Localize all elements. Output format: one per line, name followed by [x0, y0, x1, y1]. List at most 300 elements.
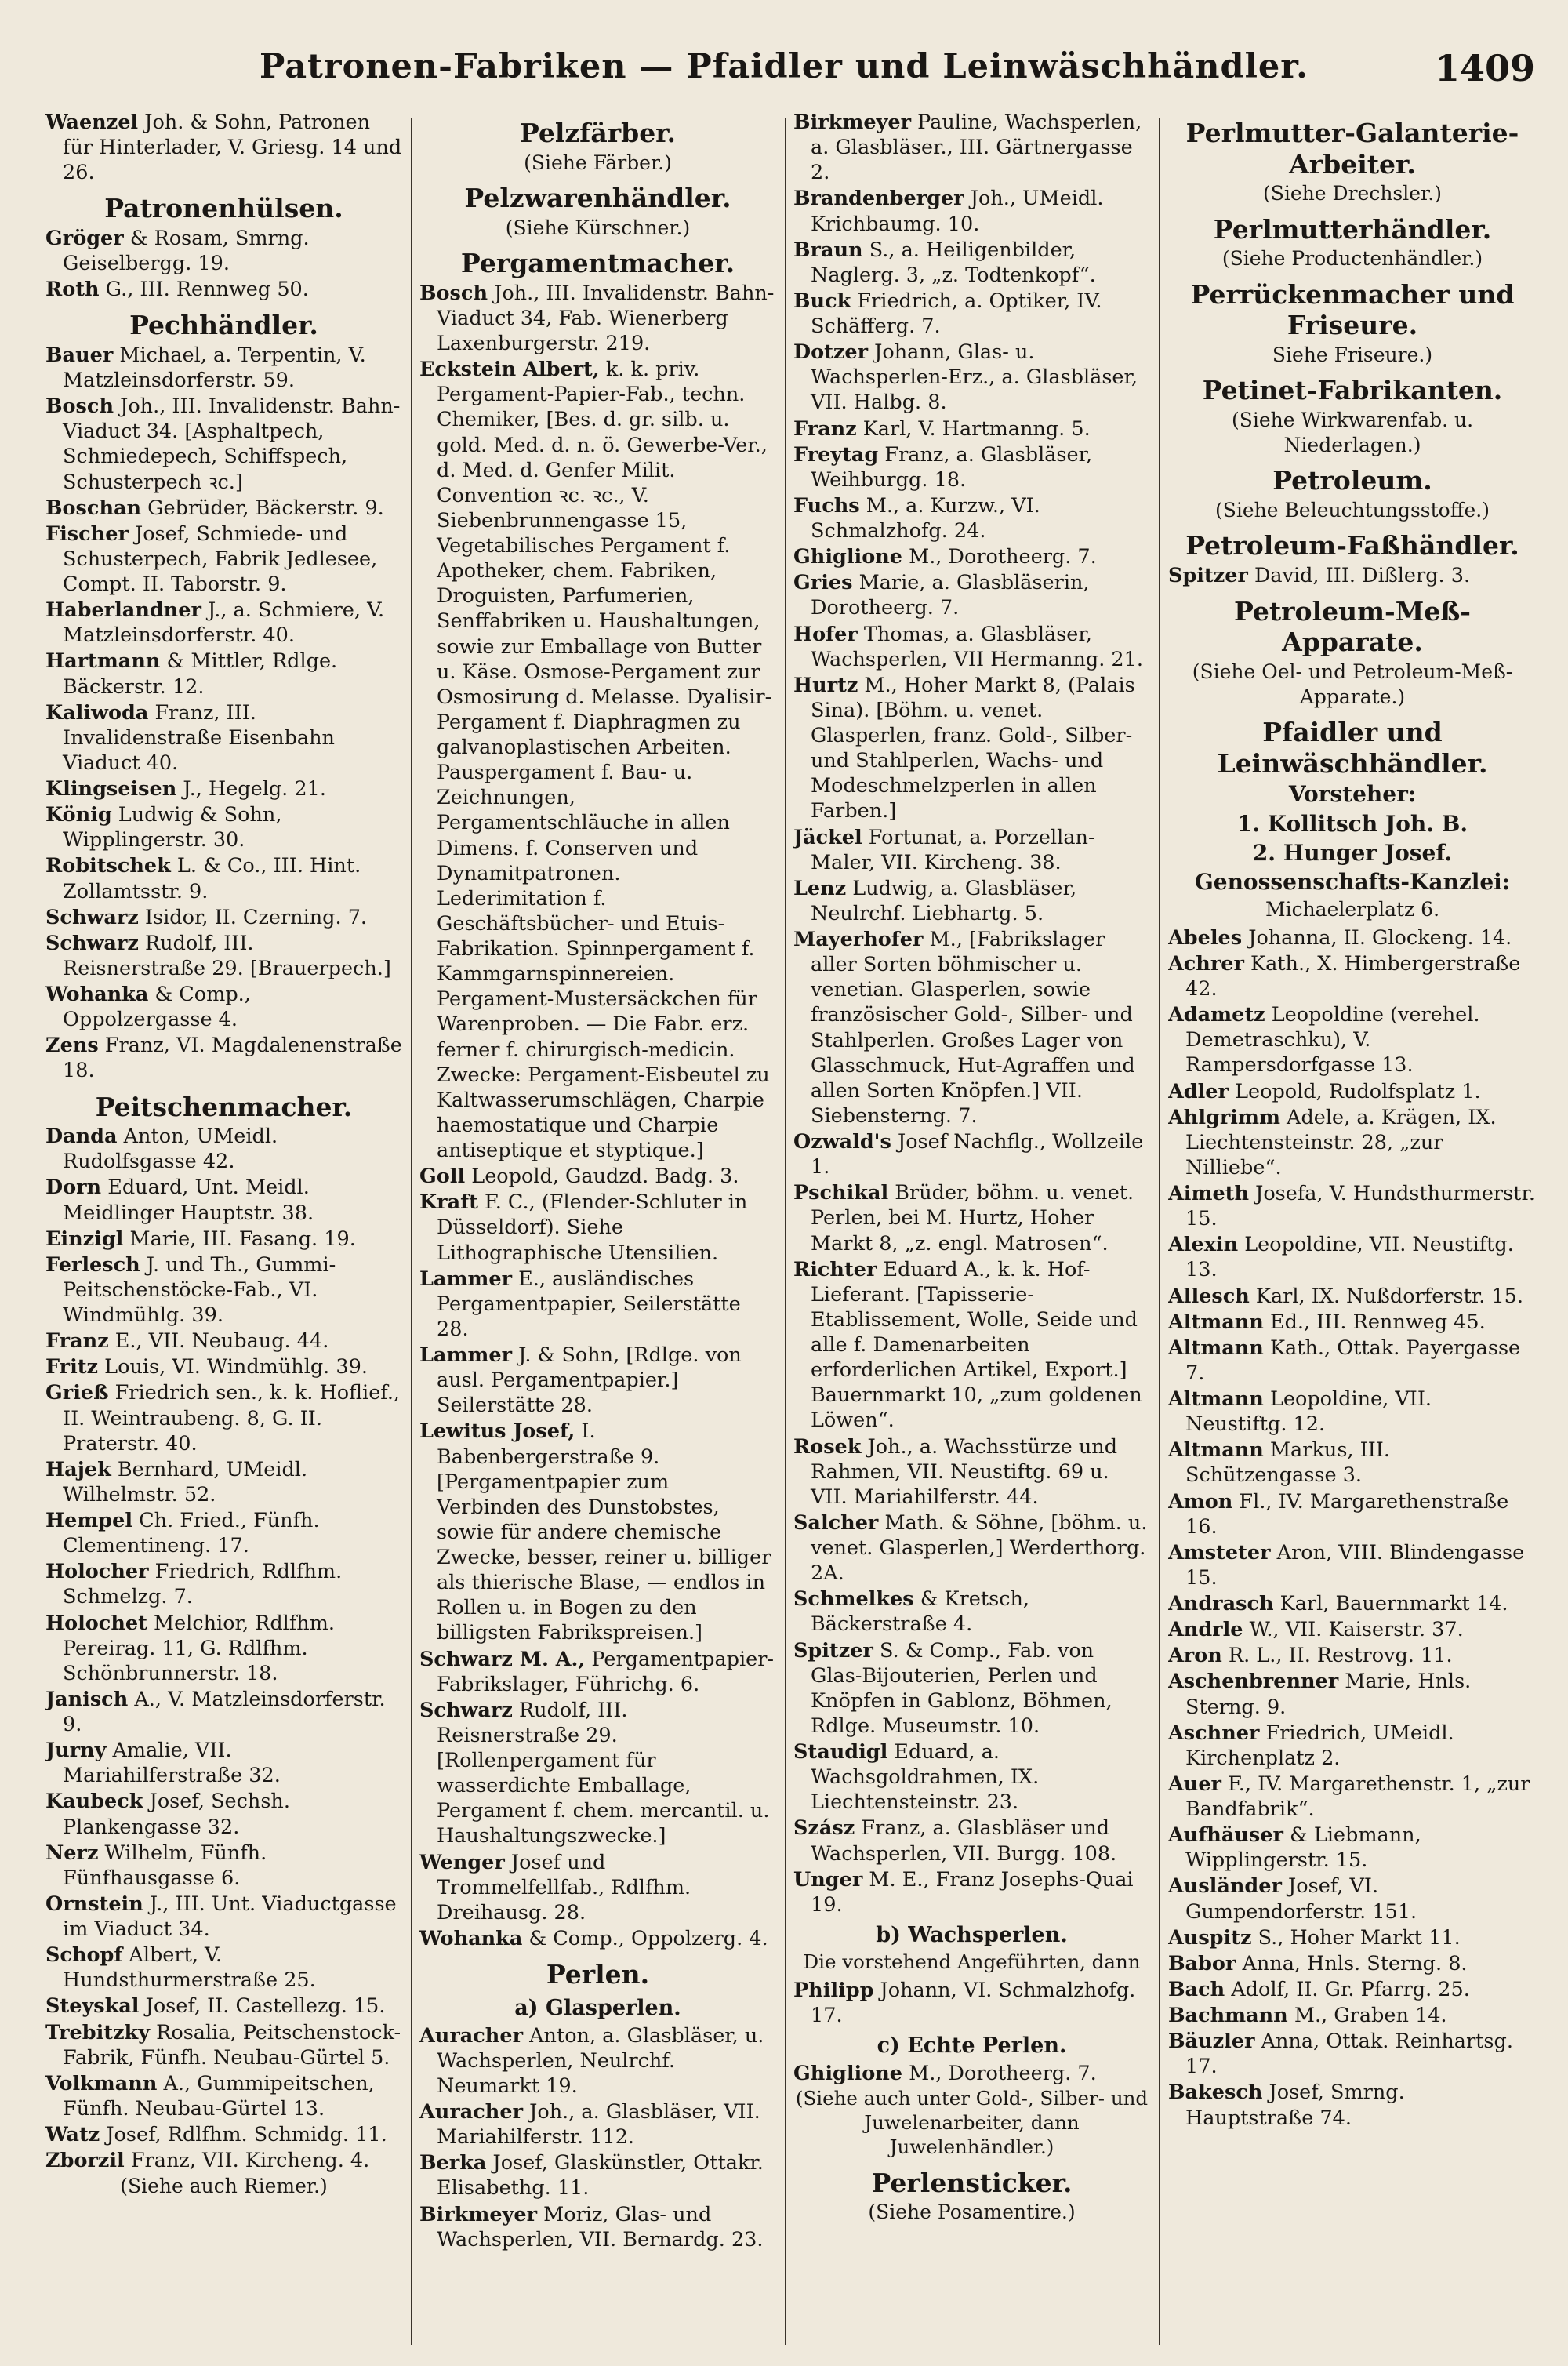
- entry-details: E., VII. Neubaug. 44.: [108, 1329, 329, 1354]
- entry-details: Anton, a. Glasbläser, u. Wachsperlen, Neulrchf. Neumarkt 19.: [437, 2023, 764, 2098]
- directory-entry: [1168, 1105, 1537, 1180]
- cross-reference: (Siehe Oel- und Petroleum-Meß-Apparate.): [1192, 660, 1513, 708]
- entry-details: Louis, VI. Windmühlg. 39.: [98, 1355, 368, 1379]
- section-heading: Peitschenmacher.: [95, 1091, 353, 1122]
- entry-name: Unger: [793, 1867, 863, 1892]
- directory-entry: [419, 1164, 776, 1189]
- directory-entry: [1168, 1951, 1537, 1976]
- entry-details: Rosalia, Peitschenstock-Fabrik, Fünfh. Neubau-Gürtel 5.: [63, 2020, 401, 2070]
- entry-name: Bäuzler: [1168, 2030, 1255, 2054]
- board-info: 1. Kollitsch Joh. B.: [1236, 810, 1468, 837]
- entry-name: Ferlesch: [45, 1252, 140, 1277]
- directory-entry: [793, 238, 1150, 288]
- entry-details: Franz, VII. Kircheng. 4.: [124, 2149, 370, 2173]
- entry-details: Friedrich, UMeidl. Kirchenplatz 2.: [1185, 1721, 1454, 1770]
- entry-name: Jäckel: [793, 825, 862, 849]
- directory-entry: [419, 357, 776, 1163]
- entry-details: Marie, Hnls. Sterng. 9.: [1185, 1670, 1472, 1719]
- entry-name: Ghiglione: [793, 545, 902, 569]
- entry-name: Eckstein Albert,: [419, 358, 600, 382]
- section-heading: Perlensticker.: [871, 2167, 1073, 2198]
- entry-details: Franz, VI. Magdalenenstraße 18.: [63, 1034, 402, 1083]
- directory-entry: [1168, 1772, 1537, 1822]
- directory-entry: [45, 905, 402, 930]
- directory-entry: [793, 1510, 1150, 1586]
- entry-details: Thomas, a. Glasbläser, Wachsperlen, VII Hermanng. 21.: [811, 622, 1143, 671]
- directory-entry: [45, 1033, 402, 1083]
- directory-entry: [419, 2023, 776, 2099]
- entry-name: Hempel: [45, 1509, 133, 1533]
- cross-reference: (Siehe Drechsler.): [1263, 182, 1442, 205]
- directory-entry: [45, 2020, 402, 2070]
- entry-name: Jurny: [45, 1739, 107, 1763]
- directory-entry: [793, 2061, 1150, 2086]
- entry-name: Danda: [45, 1125, 118, 1149]
- column-2: [419, 110, 776, 2353]
- directory-entry: [1168, 1643, 1537, 1668]
- directory-entry: [1168, 925, 1537, 950]
- entry-name: Hofer: [793, 622, 858, 646]
- entry-name: Aron: [1168, 1644, 1222, 1668]
- directory-entry: [793, 673, 1150, 824]
- entry-details: A., V. Matzleinsdorferstr. 9.: [63, 1687, 386, 1737]
- entry-name: Pschikal: [793, 1181, 889, 1205]
- entry-details: A., Gummipeitschen, Fünfh. Neubau-Gürtel 13.: [63, 2071, 375, 2121]
- entry-name: Schwarz: [45, 931, 139, 955]
- directory-entry: [45, 700, 402, 776]
- entry-name: Janisch: [45, 1687, 129, 1711]
- entry-name: Zens: [45, 1034, 99, 1058]
- entry-details: Franz, a. Glasbläser, Weihburgg. 18.: [811, 442, 1093, 492]
- directory-entry: [793, 1739, 1150, 1815]
- entry-details: Fortunat, a. Porzellan-Maler, VII. Kircheng. 38.: [811, 825, 1095, 874]
- entry-details: Eduard, a. Wachsgoldrahmen, IX. Liechtensteinstr. 23.: [811, 1740, 1040, 1815]
- entry-details: k. k. priv. Pergament-Papier-Fab., techn. Chemiker, [Bes. d. gr. silb. u. gold. Med. d. n. ö. Gewerbe-Ver., d. Med. d. Genfer Milit. Convention ꝛc. ꝛc., V. Siebenbrunnengasse 15, Vegetabilisches Pergament f. Apotheker, chem. Fabriken, Droguisten, Parfumerien, Senffabriken u. Haushaltungen, sowie zur Emballage von Butter u. Käse. Osmose-Pergament zur Osmosirung d. Melasse. Dyalisir-Pergament f. Diaphragmen zu galvanoplastischen Arbeiten. Pauspergament f. Bau- u. Zeichnungen, Pergamentschläuche in allen Dimens. f. Conserven und Dynamitpatronen. Lederimitation f. Geschäftsbücher- und Etuis-Fabrikation. Spinnpergament f. Kammgarnspinnereien. Pergament-Mustersäckchen für Warenproben. — Die Fabr. erz. ferner f. chirurgisch-medicin. Zwecke: Pergament-Eisbeutel zu Kaltwasserumschlägen, Charpie haemostatique und Charpie antiseptique et styptique.]: [437, 358, 772, 1163]
- directory-entry: [45, 1175, 402, 1225]
- directory-entry: [793, 570, 1150, 620]
- entry-details: Joh. & Sohn, Patronen für Hinterlader, V. Griesg. 14 und 26.: [63, 111, 402, 185]
- directory-entry: [793, 442, 1150, 492]
- entry-details: Math. & Söhne, [böhm. u. venet. Glasperlen,] Werderthorg. 2A.: [811, 1510, 1148, 1586]
- entry-name: Bakesch: [1168, 2081, 1263, 2105]
- entry-details: Ch. Fried., Fünfh. Clementineng. 17.: [63, 1509, 320, 1558]
- directory-entry: [419, 1926, 776, 1951]
- entry-name: Dorn: [45, 1176, 102, 1200]
- directory-entry: [45, 1993, 402, 2019]
- entry-name: Wenger: [419, 1850, 505, 1874]
- entry-name: Trebitzky: [45, 2020, 151, 2044]
- entry-name: Fritz: [45, 1355, 99, 1379]
- entry-name: Zborzil: [45, 2149, 125, 2173]
- directory-entry: [1168, 1721, 1537, 1771]
- directory-entry: [45, 496, 402, 521]
- entry-name: Adametz: [1168, 1003, 1265, 1027]
- entry-details: R. L., II. Restrovg. 11.: [1221, 1644, 1453, 1668]
- section-heading: Petroleum.: [1272, 465, 1432, 496]
- directory-entry: [793, 927, 1150, 1128]
- entry-details: Fl., IV. Margarethenstraße 16.: [1185, 1489, 1509, 1539]
- entry-name: Bach: [1168, 1977, 1225, 2001]
- directory-entry: [45, 2148, 402, 2173]
- entry-name: Auracher: [419, 2023, 524, 2048]
- directory-entry: [45, 598, 402, 648]
- entry-details: Josefa, V. Hundsthurmerstr. 15.: [1185, 1182, 1535, 1231]
- directory-entry: [45, 1457, 402, 1507]
- note-text: Die vorstehend Angeführten, dann: [803, 1950, 1141, 1973]
- entry-name: Amon: [1168, 1489, 1233, 1514]
- entry-name: Klingseisen: [45, 777, 177, 801]
- entry-name: Lammer: [419, 1267, 513, 1291]
- entry-name: Roth: [45, 278, 100, 302]
- entry-name: Wohanka: [419, 1926, 523, 1950]
- directory-entry: [45, 649, 402, 699]
- entry-name: Franz: [793, 416, 857, 441]
- directory-entry: [793, 340, 1150, 415]
- directory-entry: [1168, 2003, 1537, 2028]
- directory-entry: [419, 1343, 776, 1418]
- entry-details: Adolf, II. Gr. Pfarrg. 25.: [1225, 1977, 1470, 2001]
- entry-name: Bauer: [45, 343, 114, 367]
- directory-entry: [793, 1180, 1150, 1256]
- entry-details: M., Dorotheerg. 7.: [902, 545, 1097, 569]
- directory-entry: [1168, 1284, 1537, 1309]
- entry-details: Bernhard, UMeidl. Wilhelmstr. 52.: [63, 1457, 308, 1506]
- entry-name: Altmann: [1168, 1387, 1264, 1412]
- entry-details: S. & Comp., Fab. von Glas-Bijouterien, Perlen und Knöpfen in Gablonz, Böhmen, Rdlge. Museumstr. 10.: [811, 1638, 1112, 1738]
- entry-name: Aschner: [1168, 1721, 1260, 1745]
- entry-details: Josef, Rdlfhm. Schmidg. 11.: [100, 2123, 387, 2147]
- running-title: Patronen-Fabriken — Pfaidler und Leinwäschhändler.: [260, 47, 1308, 86]
- entry-name: Gröger: [45, 226, 124, 250]
- entry-details: M., [Fabrikslager aller Sorten böhmischer u. venetian. Glasperlen, sowie französischer Gold-, Silber- und Stahlperlen. Großes Lager von Glasschmuck, Hut-Agraffen und allen Sorten Knöpfen.] VII. Siebensterng. 7.: [811, 928, 1135, 1128]
- entry-details: Franz, a. Glasbläser und Wachsperlen, VII. Burgg. 108.: [811, 1816, 1117, 1866]
- entry-name: Mayerhofer: [793, 928, 924, 951]
- entry-name: Robitschek: [45, 854, 171, 878]
- entry-name: Altmann: [1168, 1310, 1264, 1334]
- entry-details: F. C., (Flender-Schluter in Düsseldorf). Siehe Lithographische Utensilien.: [437, 1190, 748, 1265]
- directory-entry: [1168, 1489, 1537, 1539]
- directory-entry: [1168, 1079, 1537, 1104]
- column-rule: [785, 118, 786, 2345]
- entry-details: Rudolf, III. Reisnerstraße 29. [Brauerpech.]: [63, 931, 391, 980]
- directory-entry: [45, 1354, 402, 1379]
- entry-details: W., VII. Kaiserstr. 37.: [1243, 1618, 1464, 1642]
- entry-name: Ausländer: [1168, 1874, 1282, 1899]
- page-header: [0, 31, 1568, 118]
- entry-name: Spitzer: [1168, 563, 1248, 587]
- entry-name: Amsteter: [1168, 1540, 1271, 1565]
- entry-name: Ornstein: [45, 1892, 143, 1916]
- entry-name: Schmelkes: [793, 1587, 914, 1612]
- entry-details: Franz, III. Invalidenstraße Eisenbahn Viaduct 40.: [63, 700, 335, 775]
- entry-details: J., III. Unt. Viaductgasse im Viaduct 34.: [63, 1892, 397, 1942]
- entry-name: Einzigl: [45, 1227, 124, 1251]
- entry-name: Braun: [793, 238, 863, 262]
- entry-details: & Mittler, Rdlge. Bäckerstr. 12.: [63, 649, 338, 699]
- entry-details: & Kretsch, Bäckerstraße 4.: [811, 1587, 1030, 1637]
- directory-entry: [45, 277, 402, 302]
- entry-details: Moriz, Glas- und Wachsperlen, VII. Bernardg. 23.: [437, 2202, 764, 2252]
- column-3: [793, 110, 1150, 2353]
- entry-name: Boschan: [45, 496, 142, 520]
- directory-entry: [1168, 1232, 1537, 1282]
- directory-entry: [1168, 1437, 1537, 1488]
- section-heading: Perlmutterhändler.: [1213, 213, 1492, 245]
- directory-entry: [793, 110, 1150, 185]
- entry-details: Albert, V. Hundsthurmerstraße 25.: [63, 1943, 316, 1993]
- entry-name: Abeles: [1168, 925, 1243, 950]
- entry-name: Babor: [1168, 1951, 1236, 1975]
- cross-reference: Michaelerplatz 6.: [1265, 898, 1440, 921]
- entry-name: Adler: [1168, 1079, 1229, 1103]
- entry-name: Watz: [45, 2123, 100, 2147]
- entry-details: Joh., UMeidl. Krichbaumg. 10.: [811, 187, 1104, 236]
- directory-entry: [45, 343, 402, 393]
- entry-name: Allesch: [1168, 1284, 1250, 1308]
- directory-entry: [793, 544, 1150, 569]
- entry-details: Isidor, II. Czerning. 7.: [138, 905, 368, 929]
- entry-name: Volkmann: [45, 2071, 158, 2095]
- entry-details: Leopold, Rudolfsplatz 1.: [1228, 1079, 1481, 1103]
- entry-details: Josef, Smrng. Hauptstraße 74.: [1185, 2081, 1405, 2130]
- column-1: [45, 110, 402, 2353]
- board-info: Genossenschafts-Kanzlei:: [1194, 869, 1511, 896]
- entry-details: S., Hoher Markt 11.: [1251, 1925, 1461, 1950]
- directory-entry: [419, 2202, 776, 2252]
- directory-entry: [419, 1267, 776, 1342]
- directory-entry: [793, 1978, 1150, 2028]
- directory-entry: [1168, 951, 1537, 1001]
- entry-details: Leopoldine, VII. Neustiftg. 12.: [1185, 1387, 1432, 1437]
- note-text: (Siehe auch unter Gold-, Silber- und Juwelenarbeiter, dann Juwelenhändler.): [795, 2087, 1149, 2158]
- directory-entry: [793, 1867, 1150, 1917]
- entry-details: Joh., a. Wachsstürze und Rahmen, VII. Neustiftg. 69 u. VII. Mariahilferstr. 44.: [811, 1434, 1118, 1509]
- entry-details: Friedrich, Rdlfhm. Schmelzg. 7.: [63, 1560, 343, 1609]
- entry-name: Aufhäuser: [1168, 1823, 1283, 1848]
- directory-entry: [1168, 2029, 1537, 2079]
- cross-reference: (Siehe Productenhändler.): [1221, 247, 1483, 271]
- entry-name: Goll: [419, 1165, 466, 1189]
- entry-name: Schwarz: [419, 1698, 513, 1722]
- entry-details: Ludwig, a. Glasbläser, Neulrchf. Liebhartg. 5.: [811, 876, 1077, 925]
- directory-entry: [45, 394, 402, 495]
- entry-name: Altmann: [1168, 1438, 1264, 1463]
- entry-details: I. Babenbergerstraße 9. [Pergamentpapier zum Verbinden des Dunstobstes, sowie für andere chemische Zwecke, besser, reiner u. billiger als thierische Blase, — endlos in Rollen u. in Bogen zu den billigsten Fabrikspreisen.]: [437, 1419, 771, 1645]
- entry-name: Bosch: [45, 394, 114, 419]
- entry-details: Joh., III. Invalidenstr. Bahn-Viaduct 34. [Asphaltpech, Schmiedepech, Schiffspech, Schusterpech ꝛc.]: [63, 394, 401, 494]
- entry-details: Josef Nachflg., Wollzeile 1.: [811, 1130, 1144, 1179]
- section-heading: Petroleum-Faßhändler.: [1185, 530, 1519, 562]
- entry-name: Schopf: [45, 1943, 123, 1968]
- entry-details: Joh., a. Glasbläser, VII. Mariahilferstr. 112.: [437, 2100, 760, 2150]
- entry-name: Hajek: [45, 1457, 111, 1481]
- entry-name: Aimeth: [1168, 1182, 1249, 1206]
- section-heading: Patronenhülsen.: [104, 193, 343, 224]
- entry-name: Rosek: [793, 1434, 862, 1459]
- entry-name: Wohanka: [45, 983, 149, 1007]
- directory-entry: [1168, 1181, 1537, 1231]
- entry-details: F., IV. Margarethenstr. 1, „zur Bandfabrik“.: [1185, 1772, 1530, 1822]
- entry-name: Buck: [793, 289, 851, 313]
- entry-details: Joh., III. Invalidenstr. Bahn-Viaduct 34, Fab. Wienerberg Laxenburgerstr. 219.: [437, 281, 775, 356]
- entry-details: Michael, a. Terpentin, V. Matzleinsdorferstr. 59.: [63, 343, 366, 393]
- entry-name: Nerz: [45, 1841, 99, 1865]
- entry-name: König: [45, 803, 112, 827]
- directory-entry: [45, 1789, 402, 1839]
- entry-details: M., Graben 14.: [1287, 2004, 1447, 2028]
- directory-entry: [1168, 563, 1537, 588]
- directory-entry: [419, 281, 776, 356]
- entry-details: Eduard, Unt. Meidl. Meidlinger Hauptstr. 38.: [63, 1176, 314, 1225]
- entry-details: Josef, Glaskünstler, Ottakr. Elisabethg. 11.: [437, 2151, 764, 2201]
- section-heading: Pelzfärber.: [519, 118, 677, 148]
- directory-entry: [45, 226, 402, 276]
- entry-name: Richter: [793, 1257, 877, 1281]
- cross-reference: (Siehe Posamentire.): [868, 2201, 1076, 2224]
- directory-entry: [45, 1943, 402, 1993]
- directory-entry: [793, 1257, 1150, 1434]
- entry-details: Josef, VI. Gumpendorferstr. 151.: [1185, 1874, 1417, 1924]
- directory-entry: [45, 2071, 402, 2121]
- entry-details: Eduard A., k. k. Hof-Lieferant. [Tapisserie-Etablissement, Wolle, Seide und alle f. Damenarbeiten erforderlichen Artikel, Export.] Bauernmarkt 10, „zum goldenen Löwen“.: [811, 1257, 1142, 1433]
- directory-entry: [45, 1611, 402, 1686]
- section-heading: Perlen.: [546, 1959, 650, 1990]
- directory-entry: [419, 2099, 776, 2150]
- column-4: [1168, 110, 1537, 2353]
- entry-name: Franz: [45, 1329, 109, 1354]
- entry-details: Leopoldine (verehel. Demetraschku), V. Rampersdorfgasse 13.: [1185, 1003, 1480, 1078]
- entry-details: Kath., Ottak. Payergasse 7.: [1185, 1336, 1521, 1385]
- section-heading: Petinet-Fabrikanten.: [1202, 375, 1503, 406]
- directory-entry: [45, 110, 402, 185]
- entry-details: Kath., X. Himbergerstraße 42.: [1185, 951, 1521, 1001]
- directory-entry: [1168, 2080, 1537, 2130]
- entry-details: Anna, Ottak. Reinhartsg. 17.: [1185, 2030, 1513, 2079]
- directory-entry: [45, 1380, 402, 1456]
- entry-details: Marie, III. Fasang. 19.: [123, 1227, 356, 1251]
- directory-entry: [1168, 1002, 1537, 1078]
- directory-entry: [419, 1190, 776, 1265]
- directory-entry: [419, 1850, 776, 1925]
- section-heading: Pergamentmacher.: [460, 248, 735, 279]
- entry-details: Josef, Sechsh. Plankengasse 32.: [63, 1790, 290, 1839]
- entry-name: Auspitz: [1168, 1925, 1252, 1950]
- entry-details: Amalie, VII. Mariahilferstraße 32.: [63, 1739, 281, 1788]
- entry-details: Brüder, böhm. u. venet. Perlen, bei M. Hurtz, Hoher Markt 8, „z. engl. Matrosen“.: [811, 1181, 1134, 1256]
- directory-entry: [1168, 1617, 1537, 1642]
- directory-entry: [793, 825, 1150, 875]
- entry-details: Karl, IX. Nußdorferstr. 15.: [1249, 1284, 1524, 1308]
- directory-entry: [1168, 1387, 1537, 1437]
- section-heading: Petroleum-Meß-Apparate.: [1234, 595, 1471, 658]
- entry-details: Josef und Trommelfellfab., Rdlfhm. Dreihausg. 28.: [437, 1850, 691, 1924]
- entry-name: Holocher: [45, 1560, 149, 1584]
- directory-entry: [419, 1647, 776, 1697]
- entry-name: Grieß: [45, 1381, 109, 1405]
- directory-entry: [793, 876, 1150, 926]
- entry-name: Haberlandner: [45, 598, 201, 623]
- entry-details: E., ausländisches Pergamentpapier, Seilerstätte 28.: [437, 1267, 741, 1341]
- entry-details: M. E., Franz Josephs-Quai 19.: [811, 1867, 1134, 1917]
- entry-details: Karl, Bauernmarkt 14.: [1273, 1592, 1508, 1616]
- entry-name: Spitzer: [793, 1638, 873, 1663]
- entry-details: Pauline, Wachsperlen, a. Glasbläser., III. Gärtnergasse 2.: [811, 111, 1142, 185]
- entry-details: M., Hoher Markt 8, (Palais Sina). [Böhm. u. venet. Glasperlen, franz. Gold-, Silber- und Stahlperlen, Wachs- und Modeschmelzperlen in allen Farben.]: [811, 673, 1135, 823]
- directory-entry: [45, 1252, 402, 1328]
- subsection-heading: b) Wachsperlen.: [876, 1922, 1068, 1947]
- entry-name: Birkmeyer: [419, 2202, 538, 2226]
- entry-name: Ghiglione: [793, 2062, 902, 2086]
- directory-entry: [45, 1124, 402, 1174]
- directory-entry: [1168, 1925, 1537, 1950]
- entry-details: M., a. Kurzw., VI. Schmalzhofg. 24.: [811, 493, 1040, 543]
- entry-name: Schwarz: [45, 905, 139, 929]
- entry-details: Friedrich, a. Optiker, IV. Schäfferg. 7.: [811, 289, 1102, 338]
- section-heading: Perlmutter-Galanterie-Arbeiter.: [1185, 118, 1519, 180]
- entry-name: Bosch: [419, 281, 488, 305]
- entry-details: S., a. Heiligenbilder, Naglerg. 3, „z. Todtenkopf“.: [811, 238, 1096, 287]
- entry-name: Holochet: [45, 1611, 147, 1635]
- entry-details: Johanna, II. Glockeng. 14.: [1242, 925, 1512, 950]
- directory-entry: [1168, 1823, 1537, 1873]
- directory-entry: [793, 622, 1150, 672]
- entry-name: Hartmann: [45, 649, 161, 674]
- page-number: 1409: [1434, 47, 1535, 89]
- directory-entry: [793, 493, 1150, 543]
- directory-entry: [793, 186, 1150, 236]
- entry-details: Josef, Schmiede- und Schusterpech, Fabrik Jedlesee, Compt. II. Taborstr. 9.: [63, 522, 378, 597]
- section-heading: Pelzwarenhändler.: [464, 183, 731, 214]
- entry-details: Friedrich sen., k. k. Hoflief., II. Weintraubeng. 8, G. II. Praterstr. 40.: [63, 1381, 401, 1456]
- directory-entry: [793, 1586, 1150, 1637]
- entry-details: Johann, VI. Schmalzhofg. 17.: [811, 1978, 1136, 2027]
- entry-details: Adele, a. Krägen, IX. Liechtensteinstr. 28, „zur Nilliebe“.: [1185, 1105, 1497, 1179]
- cross-reference: (Siehe Färber.): [524, 151, 672, 174]
- entry-name: Philipp: [793, 1978, 874, 2002]
- directory-entry: [1168, 1874, 1537, 1924]
- entry-details: J., Hegelg. 21.: [176, 777, 326, 801]
- entry-name: Achrer: [1168, 951, 1244, 976]
- entry-details: M., Dorotheerg. 7.: [902, 2062, 1097, 2086]
- directory-entry: [419, 1419, 776, 1645]
- directory-entry: [793, 1815, 1150, 1866]
- entry-name: Ahlgrimm: [1168, 1105, 1280, 1129]
- directory-entry: [45, 776, 402, 801]
- entry-name: Fischer: [45, 522, 129, 546]
- entry-details: David, III. Dißlerg. 3.: [1247, 563, 1471, 587]
- directory-entry: [45, 1227, 402, 1252]
- entry-details: L. & Co., III. Hint. Zollamtsstr. 9.: [63, 854, 361, 903]
- entry-details: Leopoldine, VII. Neustiftg. 13.: [1185, 1233, 1514, 1282]
- entry-details: & Comp., Oppolzergasse 4.: [63, 983, 251, 1032]
- entry-details: G., III. Rennweg 50.: [99, 278, 309, 302]
- entry-name: Auracher: [419, 2100, 524, 2124]
- entry-name: Berka: [419, 2151, 487, 2175]
- section-heading: Pechhändler.: [129, 310, 318, 341]
- entry-name: Salcher: [793, 1510, 879, 1535]
- entry-name: Auer: [1168, 1772, 1221, 1796]
- entry-details: Karl, V. Hartmanng. 5.: [856, 416, 1091, 441]
- directory-entry: [1168, 1977, 1537, 2002]
- entry-name: Altmann: [1168, 1336, 1264, 1360]
- entry-details: J. und Th., Gummi-Peitschenstöcke-Fab., VI. Windmühlg. 39.: [63, 1252, 336, 1328]
- entry-name: Schwarz M. A.,: [419, 1647, 586, 1671]
- entry-details: J., a. Schmiere, V. Matzleinsdorferstr. 40.: [63, 598, 385, 648]
- cross-reference: Siehe Friseure.): [1272, 343, 1433, 366]
- directory-entry: [793, 1434, 1150, 1510]
- directory-entry: [793, 1129, 1150, 1179]
- board-info: Vorsteher:: [1288, 781, 1417, 808]
